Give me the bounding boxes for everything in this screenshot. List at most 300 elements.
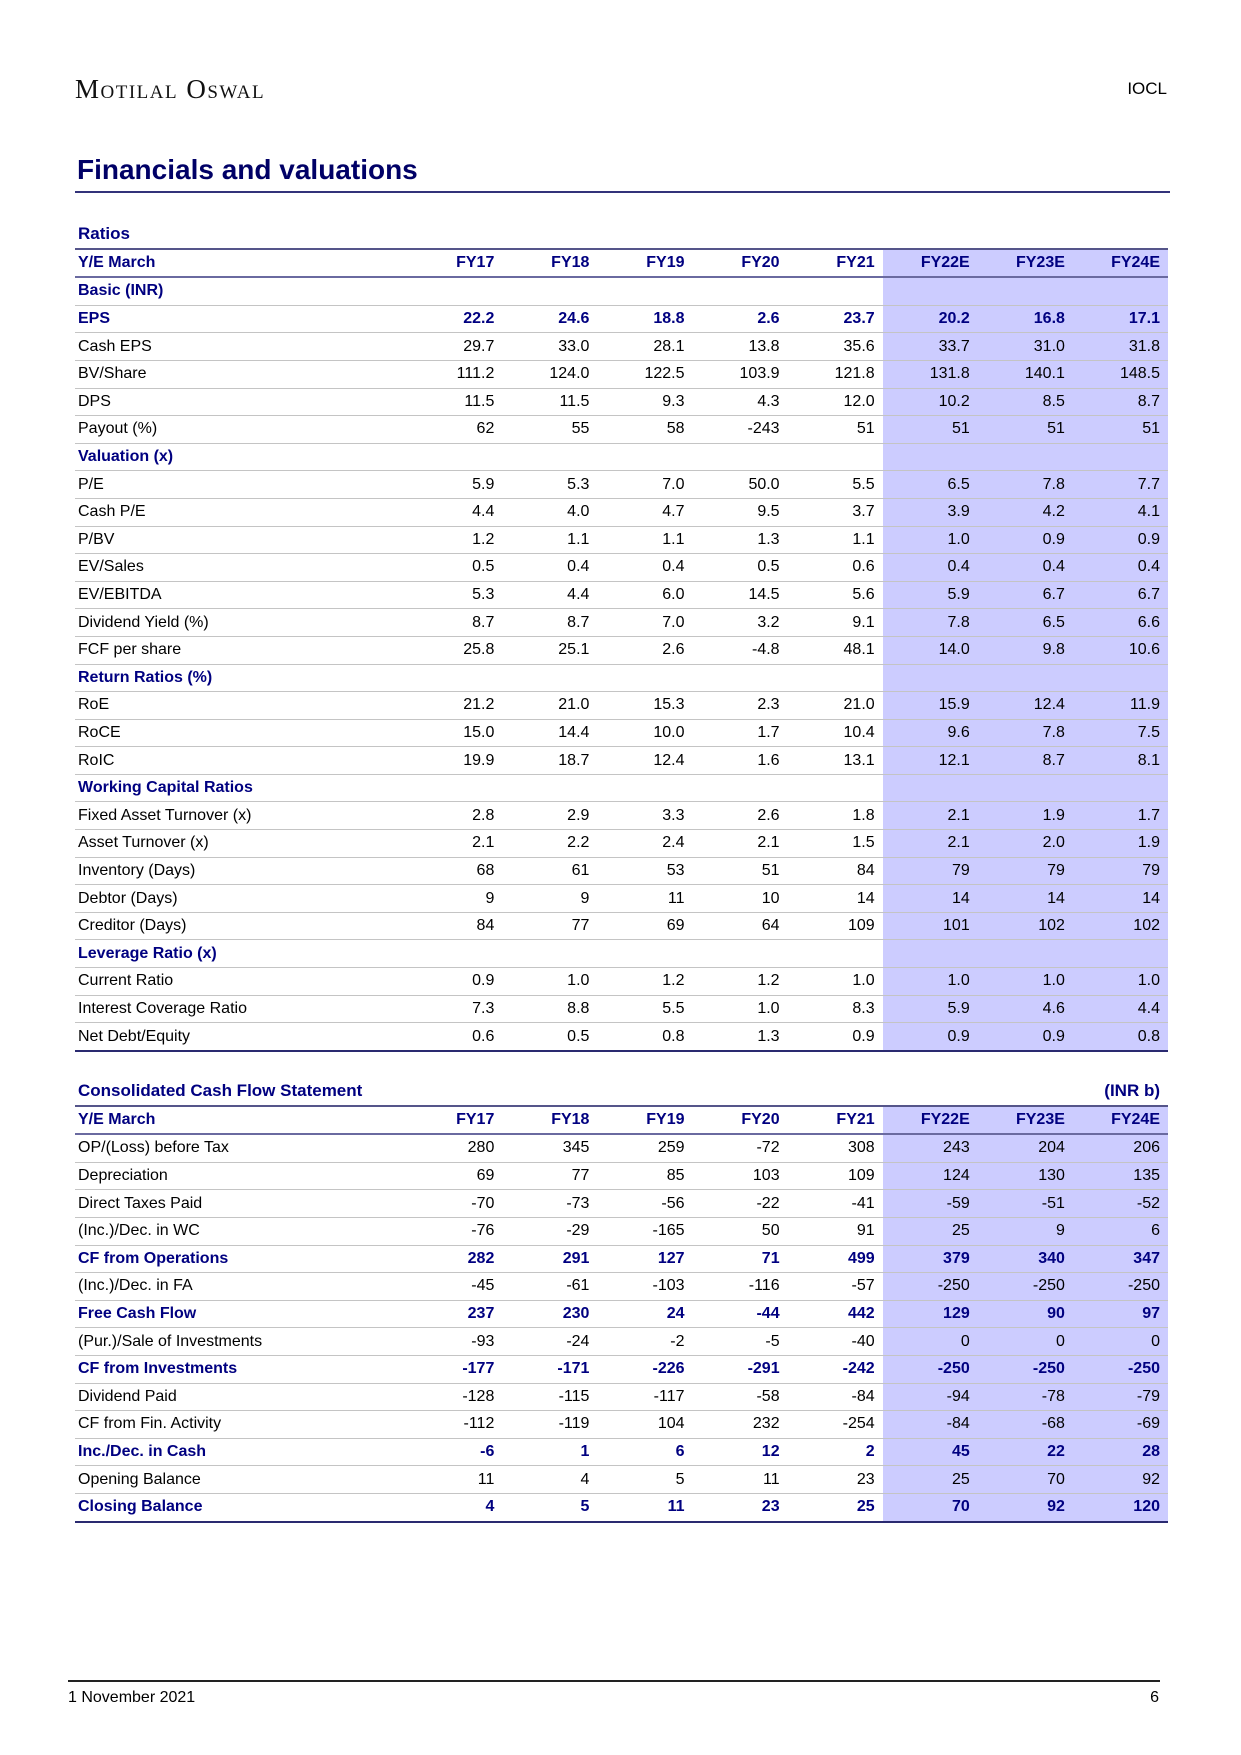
cell-value: 0.9 (407, 968, 502, 996)
cell-value: 1.1 (788, 526, 883, 554)
cell-value: -250 (883, 1273, 978, 1301)
cell-value: -59 (883, 1190, 978, 1218)
column-header: FY20 (693, 249, 788, 278)
cell-value: 282 (407, 1245, 502, 1273)
table-row (75, 1328, 1168, 1356)
cell-value: 6.6 (1073, 609, 1168, 637)
cell-value: 237 (407, 1300, 502, 1328)
cell-value: 8.7 (1073, 388, 1168, 416)
cell-value (597, 277, 692, 305)
cell-value: -5 (693, 1328, 788, 1356)
cell-value: 1.2 (597, 968, 692, 996)
cell-value: 20.2 (883, 305, 978, 333)
cell-value: 7.3 (407, 995, 502, 1023)
column-header: FY24E (1073, 1106, 1168, 1135)
cell-value: 2.9 (502, 802, 597, 830)
cell-value: 23.7 (788, 305, 883, 333)
cell-value: 15.0 (407, 719, 502, 747)
column-header: FY17 (407, 1106, 502, 1135)
cell-value: 31.8 (1073, 333, 1168, 361)
cell-value: -6 (407, 1438, 502, 1466)
table-row (75, 1023, 1168, 1051)
cell-value: 4 (407, 1493, 502, 1521)
cell-value: 232 (693, 1411, 788, 1439)
cell-value: 7.0 (597, 609, 692, 637)
cell-value: 3.7 (788, 498, 883, 526)
cell-value: 104 (597, 1411, 692, 1439)
cell-value: 55 (502, 416, 597, 444)
cell-value: 442 (788, 1300, 883, 1328)
cell-value: 84 (788, 857, 883, 885)
cell-value: 10.2 (883, 388, 978, 416)
cell-value: 22.2 (407, 305, 502, 333)
table-row (75, 1217, 1168, 1245)
column-header: FY18 (502, 249, 597, 278)
row-label: Inventory (Days) (75, 857, 407, 885)
cell-value: -4.8 (693, 636, 788, 664)
cell-value: 8.1 (1073, 747, 1168, 775)
table-row (75, 1383, 1168, 1411)
cell-value: 1.6 (693, 747, 788, 775)
cell-value: 12.1 (883, 747, 978, 775)
cell-value: 1.7 (693, 719, 788, 747)
table-row (75, 747, 1168, 775)
cell-value: 1.8 (788, 802, 883, 830)
table-row (75, 1438, 1168, 1466)
row-label: Current Ratio (75, 968, 407, 996)
title-divider (75, 191, 1170, 193)
cell-value: 11.9 (1073, 692, 1168, 720)
column-header-label: Y/E March (75, 1106, 407, 1135)
cell-value: 8.8 (502, 995, 597, 1023)
table-row (75, 471, 1168, 499)
cell-value (978, 277, 1073, 305)
cell-value: 5.9 (883, 581, 978, 609)
cell-value: 92 (1073, 1466, 1168, 1494)
section-row (75, 443, 1168, 471)
cell-value: 23 (693, 1493, 788, 1521)
cell-value (597, 443, 692, 471)
cell-value (502, 774, 597, 802)
cell-value: 2.4 (597, 830, 692, 858)
cell-value: 33.7 (883, 333, 978, 361)
cell-value: 70 (883, 1493, 978, 1521)
cell-value: 0.4 (502, 554, 597, 582)
cell-value: -250 (978, 1355, 1073, 1383)
cell-value: 135 (1073, 1162, 1168, 1190)
cell-value: 10.0 (597, 719, 692, 747)
cell-value: -56 (597, 1190, 692, 1218)
cell-value: 1.7 (1073, 802, 1168, 830)
cell-value: 79 (1073, 857, 1168, 885)
cell-value: 9.3 (597, 388, 692, 416)
row-label: RoIC (75, 747, 407, 775)
row-label: (Pur.)/Sale of Investments (75, 1328, 407, 1356)
cell-value: 204 (978, 1134, 1073, 1162)
cell-value: -69 (1073, 1411, 1168, 1439)
cell-value: -41 (788, 1190, 883, 1218)
row-label: P/E (75, 471, 407, 499)
cell-value: 111.2 (407, 360, 502, 388)
row-label: Dividend Paid (75, 1383, 407, 1411)
row-label: Fixed Asset Turnover (x) (75, 802, 407, 830)
table-title-row (75, 1078, 1168, 1106)
cell-value: -250 (1073, 1355, 1168, 1383)
cell-value: 7.8 (978, 719, 1073, 747)
cell-value: 0.9 (978, 526, 1073, 554)
cell-value: 33.0 (502, 333, 597, 361)
cell-value: 1.9 (978, 802, 1073, 830)
cell-value: 58 (597, 416, 692, 444)
table-row (75, 1134, 1168, 1162)
section-row (75, 664, 1168, 692)
cell-value: 97 (1073, 1300, 1168, 1328)
cell-value: 5.6 (788, 581, 883, 609)
cell-value: 79 (883, 857, 978, 885)
cell-value (883, 940, 978, 968)
cell-value: 21.0 (788, 692, 883, 720)
table-row (75, 885, 1168, 913)
cell-value: 51 (1073, 416, 1168, 444)
cell-value (788, 664, 883, 692)
cell-value: 24 (597, 1300, 692, 1328)
cell-value: 64 (693, 912, 788, 940)
cell-value: -243 (693, 416, 788, 444)
cell-value: 103 (693, 1162, 788, 1190)
cell-value (978, 443, 1073, 471)
column-header-label: Y/E March (75, 249, 407, 278)
cell-value: 5.9 (407, 471, 502, 499)
cell-value: 9.8 (978, 636, 1073, 664)
cell-value: 7.8 (883, 609, 978, 637)
cell-value: 2.1 (883, 802, 978, 830)
cell-value: 19.9 (407, 747, 502, 775)
cell-value: 12.4 (597, 747, 692, 775)
cell-value: 14 (883, 885, 978, 913)
row-label: Interest Coverage Ratio (75, 995, 407, 1023)
cell-value (788, 940, 883, 968)
cell-value: 499 (788, 1245, 883, 1273)
cell-value: 4.0 (502, 498, 597, 526)
cell-value: -57 (788, 1273, 883, 1301)
cell-value: -76 (407, 1217, 502, 1245)
cell-value (693, 664, 788, 692)
cell-value: -250 (1073, 1273, 1168, 1301)
cell-value (502, 277, 597, 305)
cell-value: 77 (502, 1162, 597, 1190)
cell-value: 2.1 (693, 830, 788, 858)
cell-value: 2.1 (883, 830, 978, 858)
cell-value: 308 (788, 1134, 883, 1162)
table-row (75, 692, 1168, 720)
cell-value: 9.6 (883, 719, 978, 747)
cell-value: 68 (407, 857, 502, 885)
table-row (75, 1190, 1168, 1218)
cell-value: 1.9 (1073, 830, 1168, 858)
cell-value: 70 (978, 1466, 1073, 1494)
cell-value: 12.4 (978, 692, 1073, 720)
table-row (75, 1245, 1168, 1273)
cell-value: 51 (788, 416, 883, 444)
cell-value: -115 (502, 1383, 597, 1411)
cell-value: -94 (883, 1383, 978, 1411)
cell-value: 28 (1073, 1438, 1168, 1466)
footer-divider (68, 1680, 1160, 1682)
cell-value: -68 (978, 1411, 1073, 1439)
table-header-row (75, 1106, 1168, 1135)
cell-value: 5 (502, 1493, 597, 1521)
cell-value: 5.9 (883, 995, 978, 1023)
cell-value: 14.5 (693, 581, 788, 609)
cell-value (788, 277, 883, 305)
cell-value (1073, 277, 1168, 305)
row-label: Debtor (Days) (75, 885, 407, 913)
row-label: Dividend Yield (%) (75, 609, 407, 637)
cell-value: 3.9 (883, 498, 978, 526)
cell-value (978, 774, 1073, 802)
ratios-table (75, 221, 1168, 1052)
cell-value: 0.9 (978, 1023, 1073, 1051)
row-label: OP/(Loss) before Tax (75, 1134, 407, 1162)
column-header: FY24E (1073, 249, 1168, 278)
cell-value: 0.5 (502, 1023, 597, 1051)
row-label: Inc./Dec. in Cash (75, 1438, 407, 1466)
cell-value: -250 (978, 1273, 1073, 1301)
row-label: Payout (%) (75, 416, 407, 444)
section-row (75, 774, 1168, 802)
cell-value: 1.0 (788, 968, 883, 996)
table-row (75, 554, 1168, 582)
cell-value: 2.6 (693, 802, 788, 830)
cell-value: -112 (407, 1411, 502, 1439)
cell-value: -119 (502, 1411, 597, 1439)
cell-value: 31.0 (978, 333, 1073, 361)
cell-value: 379 (883, 1245, 978, 1273)
cell-value: 102 (1073, 912, 1168, 940)
cell-value: 8.3 (788, 995, 883, 1023)
row-label: RoE (75, 692, 407, 720)
table-row (75, 1300, 1168, 1328)
cell-value: 53 (597, 857, 692, 885)
cell-value: 9 (978, 1217, 1073, 1245)
cell-value: 25 (883, 1217, 978, 1245)
cell-value: -24 (502, 1328, 597, 1356)
cell-value: 9 (502, 885, 597, 913)
cell-value: 84 (407, 912, 502, 940)
cell-value: 14.0 (883, 636, 978, 664)
column-header: FY19 (597, 1106, 692, 1135)
row-label: Cash P/E (75, 498, 407, 526)
cell-value: 131.8 (883, 360, 978, 388)
cell-value: -61 (502, 1273, 597, 1301)
cell-value: 6.0 (597, 581, 692, 609)
cell-value: 1.3 (693, 1023, 788, 1051)
cell-value: 25 (788, 1493, 883, 1521)
cell-value: 77 (502, 912, 597, 940)
cell-value: 120 (1073, 1493, 1168, 1521)
table-row (75, 802, 1168, 830)
cell-value (407, 774, 502, 802)
cell-value: 10.4 (788, 719, 883, 747)
cell-value: 7.0 (597, 471, 692, 499)
table-row (75, 1273, 1168, 1301)
cell-value: -177 (407, 1355, 502, 1383)
cell-value: 1.0 (883, 968, 978, 996)
page-number: 6 (1150, 1689, 1159, 1706)
cell-value: 6.5 (883, 471, 978, 499)
cell-value: -117 (597, 1383, 692, 1411)
table-title-row (75, 221, 1168, 249)
cell-value: 148.5 (1073, 360, 1168, 388)
cell-value: 25.1 (502, 636, 597, 664)
cell-value (1073, 774, 1168, 802)
cell-value: 24.6 (502, 305, 597, 333)
table-row (75, 995, 1168, 1023)
table-row (75, 1411, 1168, 1439)
cell-value: 1.3 (693, 526, 788, 554)
cell-value: 130 (978, 1162, 1073, 1190)
cell-value: 21.0 (502, 692, 597, 720)
cell-value: 14 (1073, 885, 1168, 913)
cell-value: -29 (502, 1217, 597, 1245)
cell-value (597, 664, 692, 692)
cell-value (502, 664, 597, 692)
row-label: Creditor (Days) (75, 912, 407, 940)
cell-value: 243 (883, 1134, 978, 1162)
column-header: FY22E (883, 1106, 978, 1135)
cell-value: 11 (407, 1466, 502, 1494)
cell-value (1073, 940, 1168, 968)
page-title: Financials and valuations (77, 154, 418, 185)
column-header: FY23E (978, 1106, 1073, 1135)
cell-value: 1.0 (883, 526, 978, 554)
cell-value: 2.1 (407, 830, 502, 858)
cell-value: 259 (597, 1134, 692, 1162)
cell-value: 2.0 (978, 830, 1073, 858)
cell-value: 230 (502, 1300, 597, 1328)
cell-value: 1.2 (693, 968, 788, 996)
row-label: DPS (75, 388, 407, 416)
cell-value: 45 (883, 1438, 978, 1466)
row-label: Working Capital Ratios (75, 774, 407, 802)
cell-value: 14 (978, 885, 1073, 913)
column-header: FY17 (407, 249, 502, 278)
cell-value: 71 (693, 1245, 788, 1273)
cell-value (883, 443, 978, 471)
cell-value: 6.5 (978, 609, 1073, 637)
cell-value: 91 (788, 1217, 883, 1245)
cell-value: 6 (597, 1438, 692, 1466)
cell-value: 0.9 (788, 1023, 883, 1051)
cell-value: -72 (693, 1134, 788, 1162)
cell-value: -84 (883, 1411, 978, 1439)
cell-value: 62 (407, 416, 502, 444)
cell-value: 2.2 (502, 830, 597, 858)
cell-value: -242 (788, 1355, 883, 1383)
cell-value: 4.4 (1073, 995, 1168, 1023)
cell-value: 129 (883, 1300, 978, 1328)
cell-value: 79 (978, 857, 1073, 885)
cell-value: 103.9 (693, 360, 788, 388)
cell-value (788, 443, 883, 471)
cell-value: 15.9 (883, 692, 978, 720)
cell-value: 1.1 (502, 526, 597, 554)
cell-value: 4.4 (502, 581, 597, 609)
row-label: EPS (75, 305, 407, 333)
cell-value: 35.6 (788, 333, 883, 361)
cell-value: 0 (1073, 1328, 1168, 1356)
cell-value: 1 (502, 1438, 597, 1466)
cell-value: 7.5 (1073, 719, 1168, 747)
cell-value: -40 (788, 1328, 883, 1356)
cell-value (407, 277, 502, 305)
table-row (75, 360, 1168, 388)
cell-value: 8.7 (502, 609, 597, 637)
cell-value: 0.9 (1073, 526, 1168, 554)
cell-value: 4.6 (978, 995, 1073, 1023)
cell-value: -291 (693, 1355, 788, 1383)
cell-value: -70 (407, 1190, 502, 1218)
cell-value (693, 774, 788, 802)
cell-value: -45 (407, 1273, 502, 1301)
cell-value: 14.4 (502, 719, 597, 747)
cell-value: 8.5 (978, 388, 1073, 416)
cell-value: 5.3 (407, 581, 502, 609)
cell-value: 206 (1073, 1134, 1168, 1162)
cell-value (1073, 443, 1168, 471)
cell-value (883, 664, 978, 692)
row-label: CF from Investments (75, 1355, 407, 1383)
table-row (75, 581, 1168, 609)
cell-value (978, 940, 1073, 968)
cell-value (407, 664, 502, 692)
cell-value: 15.3 (597, 692, 692, 720)
cell-value: 1.0 (502, 968, 597, 996)
table-row (75, 719, 1168, 747)
row-label: Return Ratios (%) (75, 664, 407, 692)
cell-value: 22 (978, 1438, 1073, 1466)
cell-value: 2 (788, 1438, 883, 1466)
cell-value: 0.4 (1073, 554, 1168, 582)
cell-value: 13.1 (788, 747, 883, 775)
cell-value: 18.7 (502, 747, 597, 775)
column-header: FY21 (788, 1106, 883, 1135)
cell-value: 127 (597, 1245, 692, 1273)
cell-value: 101 (883, 912, 978, 940)
cell-value: 29.7 (407, 333, 502, 361)
column-header: FY21 (788, 249, 883, 278)
cell-value: 1.2 (407, 526, 502, 554)
table-row (75, 498, 1168, 526)
section-row (75, 940, 1168, 968)
cell-value: 69 (407, 1162, 502, 1190)
cell-value: 0.5 (407, 554, 502, 582)
table-unit (1073, 221, 1168, 249)
row-label: CF from Operations (75, 1245, 407, 1273)
row-label: FCF per share (75, 636, 407, 664)
table-row (75, 388, 1168, 416)
column-header: FY19 (597, 249, 692, 278)
cell-value: 11 (597, 1493, 692, 1521)
row-label: (Inc.)/Dec. in WC (75, 1217, 407, 1245)
table-row (75, 912, 1168, 940)
cell-value: 85 (597, 1162, 692, 1190)
cell-value: 1.0 (693, 995, 788, 1023)
row-label: Valuation (x) (75, 443, 407, 471)
cell-value: 4 (502, 1466, 597, 1494)
footer-date: 1 November 2021 (68, 1689, 196, 1706)
table-row (75, 1466, 1168, 1494)
